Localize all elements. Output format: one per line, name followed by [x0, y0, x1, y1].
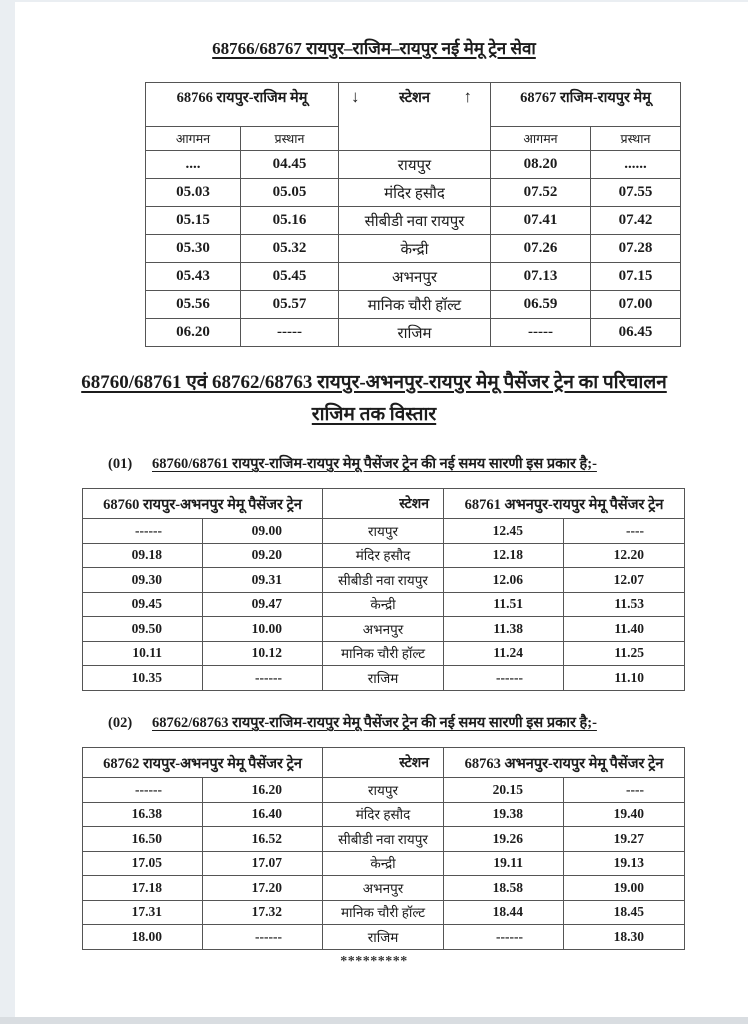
up-arrival-time: 20.15 [444, 778, 564, 803]
up-departure-time: 06.45 [591, 319, 681, 347]
memu-68762-68763-timetable [82, 747, 685, 950]
table-header-row [83, 489, 685, 519]
station-name: केन्द्री [323, 851, 444, 876]
up-arrival-time: ------ [444, 666, 564, 691]
down-departure-time: 09.31 [203, 568, 323, 593]
down-arrival-time: 05.15 [146, 207, 241, 235]
up-departure-time: ---- [564, 519, 685, 544]
up-departure-time: 07.00 [591, 291, 681, 319]
up-arrival-time: 19.26 [444, 827, 564, 852]
down-arrival-time: 16.50 [83, 827, 203, 852]
up-departure-time: ...... [591, 151, 681, 179]
down-arrival-time: 18.00 [83, 925, 203, 950]
down-departure-time: 10.00 [203, 617, 323, 642]
down-arrival-time: 09.50 [83, 617, 203, 642]
up-train-header: 68761 अभनपुर-रायपुर मेमू पैसेंजर ट्रेन [444, 489, 685, 519]
table-row [146, 151, 681, 179]
down-arrival-time: 17.05 [83, 851, 203, 876]
station-name: राजिम [339, 319, 491, 347]
down-arrival-time: 09.18 [83, 543, 203, 568]
table-body [146, 151, 681, 347]
down-arrival-time: 05.56 [146, 291, 241, 319]
up-departure-time: 18.45 [564, 900, 685, 925]
memu-68760-68761-timetable [82, 488, 685, 691]
down-arrival-time: 06.20 [146, 319, 241, 347]
schedule1-subtitle-text: 68760/68761 रायपुर-राजिम-रायपुर मेमू पैसेंजर ट्रेन की नई समय सारणी इस प्रकार है;- [152, 456, 597, 472]
down-arrival-time: .... [146, 151, 241, 179]
up-arrival-label: आगमन [491, 127, 591, 151]
down-departure-time: 17.32 [203, 900, 323, 925]
table-body [83, 778, 685, 950]
up-arrival-time: 11.51 [444, 592, 564, 617]
station-name: राजिम [323, 925, 444, 950]
down-arrival-time: 10.11 [83, 641, 203, 666]
up-departure-time: 11.40 [564, 617, 685, 642]
down-arrival-time: 17.31 [83, 900, 203, 925]
up-departure-time: 12.20 [564, 543, 685, 568]
down-arrival-label: आगमन [146, 127, 241, 151]
down-departure-time: 17.07 [203, 851, 323, 876]
table-header-row [83, 748, 685, 778]
down-departure-time: 05.32 [241, 235, 339, 263]
table-row [83, 592, 685, 617]
up-departure-time: 19.40 [564, 802, 685, 827]
up-arrival-time: 11.38 [444, 617, 564, 642]
table-row [146, 291, 681, 319]
table-row [146, 207, 681, 235]
station-name: सीबीडी नवा रायपुर [339, 207, 491, 235]
station-name: मंदिर हसौद [339, 179, 491, 207]
down-arrival-time: ------ [83, 519, 203, 544]
table-row [146, 179, 681, 207]
up-departure-time: 19.13 [564, 851, 685, 876]
down-departure-time: 16.20 [203, 778, 323, 803]
station-name: केन्द्री [339, 235, 491, 263]
table-row [83, 900, 685, 925]
down-arrival-time: 17.18 [83, 876, 203, 901]
up-arrival-time: 19.38 [444, 802, 564, 827]
up-departure-time: 07.55 [591, 179, 681, 207]
table-row [83, 519, 685, 544]
station-name: मंदिर हसौद [323, 802, 444, 827]
up-departure-time: 19.00 [564, 876, 685, 901]
station-header [339, 83, 491, 151]
up-arrival-time: 07.52 [491, 179, 591, 207]
table-row [146, 235, 681, 263]
down-arrival-time: ------ [83, 778, 203, 803]
memu-68766-68767-timetable [145, 82, 681, 347]
down-departure-time: 16.52 [203, 827, 323, 852]
down-train-header: 68766 रायपुर-राजिम मेमू [146, 83, 339, 127]
section2-heading-line2-text: राजिम तक विस्तार [311, 404, 437, 425]
station-name: रायपुर [323, 778, 444, 803]
down-departure-time: 04.45 [241, 151, 339, 179]
station-name: केन्द्री [323, 592, 444, 617]
section1-title-text: 68766/68767 रायपुर–राजिम–रायपुर नई मेमू ट्रेन सेवा [212, 39, 536, 58]
station-name: मंदिर हसौद [323, 543, 444, 568]
station-name: अभनपुर [339, 263, 491, 291]
up-departure-time: 11.25 [564, 641, 685, 666]
up-arrival-time: 06.59 [491, 291, 591, 319]
up-departure-time: 07.28 [591, 235, 681, 263]
up-departure-time: 11.53 [564, 592, 685, 617]
down-departure-time: ------ [203, 925, 323, 950]
up-departure-label: प्रस्थान [591, 127, 681, 151]
station-header-label: स्टेशन [399, 90, 430, 106]
down-departure-time: 05.45 [241, 263, 339, 291]
table-row [83, 827, 685, 852]
table-row [83, 925, 685, 950]
down-train-header: 68760 रायपुर-अभनपुर मेमू पैसेंजर ट्रेन [83, 489, 323, 519]
up-arrival-time: 18.44 [444, 900, 564, 925]
down-departure-time: 17.20 [203, 876, 323, 901]
section2-heading-line2 [0, 400, 748, 426]
down-arrival-time: 05.03 [146, 179, 241, 207]
up-arrival-time: 07.13 [491, 263, 591, 291]
page-bottom-edge [0, 1017, 748, 1024]
down-arrival-time: 05.43 [146, 263, 241, 291]
table-row [83, 666, 685, 691]
up-arrival-time: 08.20 [491, 151, 591, 179]
end-marker: ********* [340, 954, 408, 969]
table-row [146, 319, 681, 347]
up-departure-time: 19.27 [564, 827, 685, 852]
station-name: सीबीडी नवा रायपुर [323, 827, 444, 852]
table-row [146, 263, 681, 291]
up-arrival-time: ------ [444, 925, 564, 950]
up-departure-time: 18.30 [564, 925, 685, 950]
table-row [83, 802, 685, 827]
station-name: सीबीडी नवा रायपुर [323, 568, 444, 593]
down-arrival-time: 16.38 [83, 802, 203, 827]
table-row [83, 617, 685, 642]
down-train-header: 68762 रायपुर-अभनपुर मेमू पैसेंजर ट्रेन [83, 748, 323, 778]
down-departure-time: 09.47 [203, 592, 323, 617]
down-arrival-time: 09.45 [83, 592, 203, 617]
table-row [83, 543, 685, 568]
arrow-up-icon: ↑ [463, 87, 472, 106]
down-departure-time: 09.00 [203, 519, 323, 544]
up-arrival-time: 18.58 [444, 876, 564, 901]
schedule2-subtitle-text: 68762/68763 रायपुर-राजिम-रायपुर मेमू पैसेंजर ट्रेन की नई समय सारणी इस प्रकार है;- [152, 715, 597, 731]
down-departure-time: ----- [241, 319, 339, 347]
table-row [83, 641, 685, 666]
down-arrival-time: 10.35 [83, 666, 203, 691]
schedule1-number: (01) [108, 456, 133, 472]
section2-heading-line1-text: 68760/68761 एवं 68762/68763 रायपुर-अभनपुर-रायपुर मेमू पैसेंजर ट्रेन का परिचालन [81, 372, 667, 393]
station-name: मानिक चौरी हॉल्ट [339, 291, 491, 319]
down-arrival-time: 05.30 [146, 235, 241, 263]
up-arrival-time: 12.06 [444, 568, 564, 593]
up-arrival-time: 19.11 [444, 851, 564, 876]
down-departure-time: 09.20 [203, 543, 323, 568]
table-body [83, 519, 685, 691]
section1-title [0, 36, 748, 59]
up-train-header: 68763 अभनपुर-रायपुर मेमू पैसेंजर ट्रेन [444, 748, 685, 778]
up-departure-time: 07.15 [591, 263, 681, 291]
station-name: रायपुर [323, 519, 444, 544]
up-departure-time: ---- [564, 778, 685, 803]
table-row [83, 778, 685, 803]
up-arrival-time: 12.45 [444, 519, 564, 544]
station-name: मानिक चौरी हॉल्ट [323, 900, 444, 925]
up-arrival-time: 07.41 [491, 207, 591, 235]
schedule2-number: (02) [108, 715, 133, 731]
up-train-header: 68767 राजिम-रायपुर मेमू [491, 83, 681, 127]
down-departure-time: ------ [203, 666, 323, 691]
table-header-row [146, 83, 681, 127]
station-name: रायपुर [339, 151, 491, 179]
down-arrival-time: 09.30 [83, 568, 203, 593]
table-row [83, 568, 685, 593]
up-arrival-time: 07.26 [491, 235, 591, 263]
station-name: अभनपुर [323, 617, 444, 642]
up-arrival-time: ----- [491, 319, 591, 347]
down-departure-time: 05.57 [241, 291, 339, 319]
station-name: अभनपुर [323, 876, 444, 901]
down-departure-time: 16.40 [203, 802, 323, 827]
table-row [83, 851, 685, 876]
section2-heading-line1 [0, 368, 748, 394]
station-header: स्टेशन [323, 489, 444, 519]
station-name: मानिक चौरी हॉल्ट [323, 641, 444, 666]
schedule1-subtitle [108, 453, 597, 473]
up-departure-time: 07.42 [591, 207, 681, 235]
station-header: स्टेशन [323, 748, 444, 778]
up-arrival-time: 12.18 [444, 543, 564, 568]
station-name: राजिम [323, 666, 444, 691]
table-row [83, 876, 685, 901]
down-departure-time: 05.05 [241, 179, 339, 207]
down-departure-label: प्रस्थान [241, 127, 339, 151]
down-departure-time: 10.12 [203, 641, 323, 666]
up-arrival-time: 11.24 [444, 641, 564, 666]
up-departure-time: 12.07 [564, 568, 685, 593]
schedule2-subtitle [108, 712, 597, 732]
up-departure-time: 11.10 [564, 666, 685, 691]
down-departure-time: 05.16 [241, 207, 339, 235]
arrow-down-icon: ↓ [351, 87, 360, 106]
